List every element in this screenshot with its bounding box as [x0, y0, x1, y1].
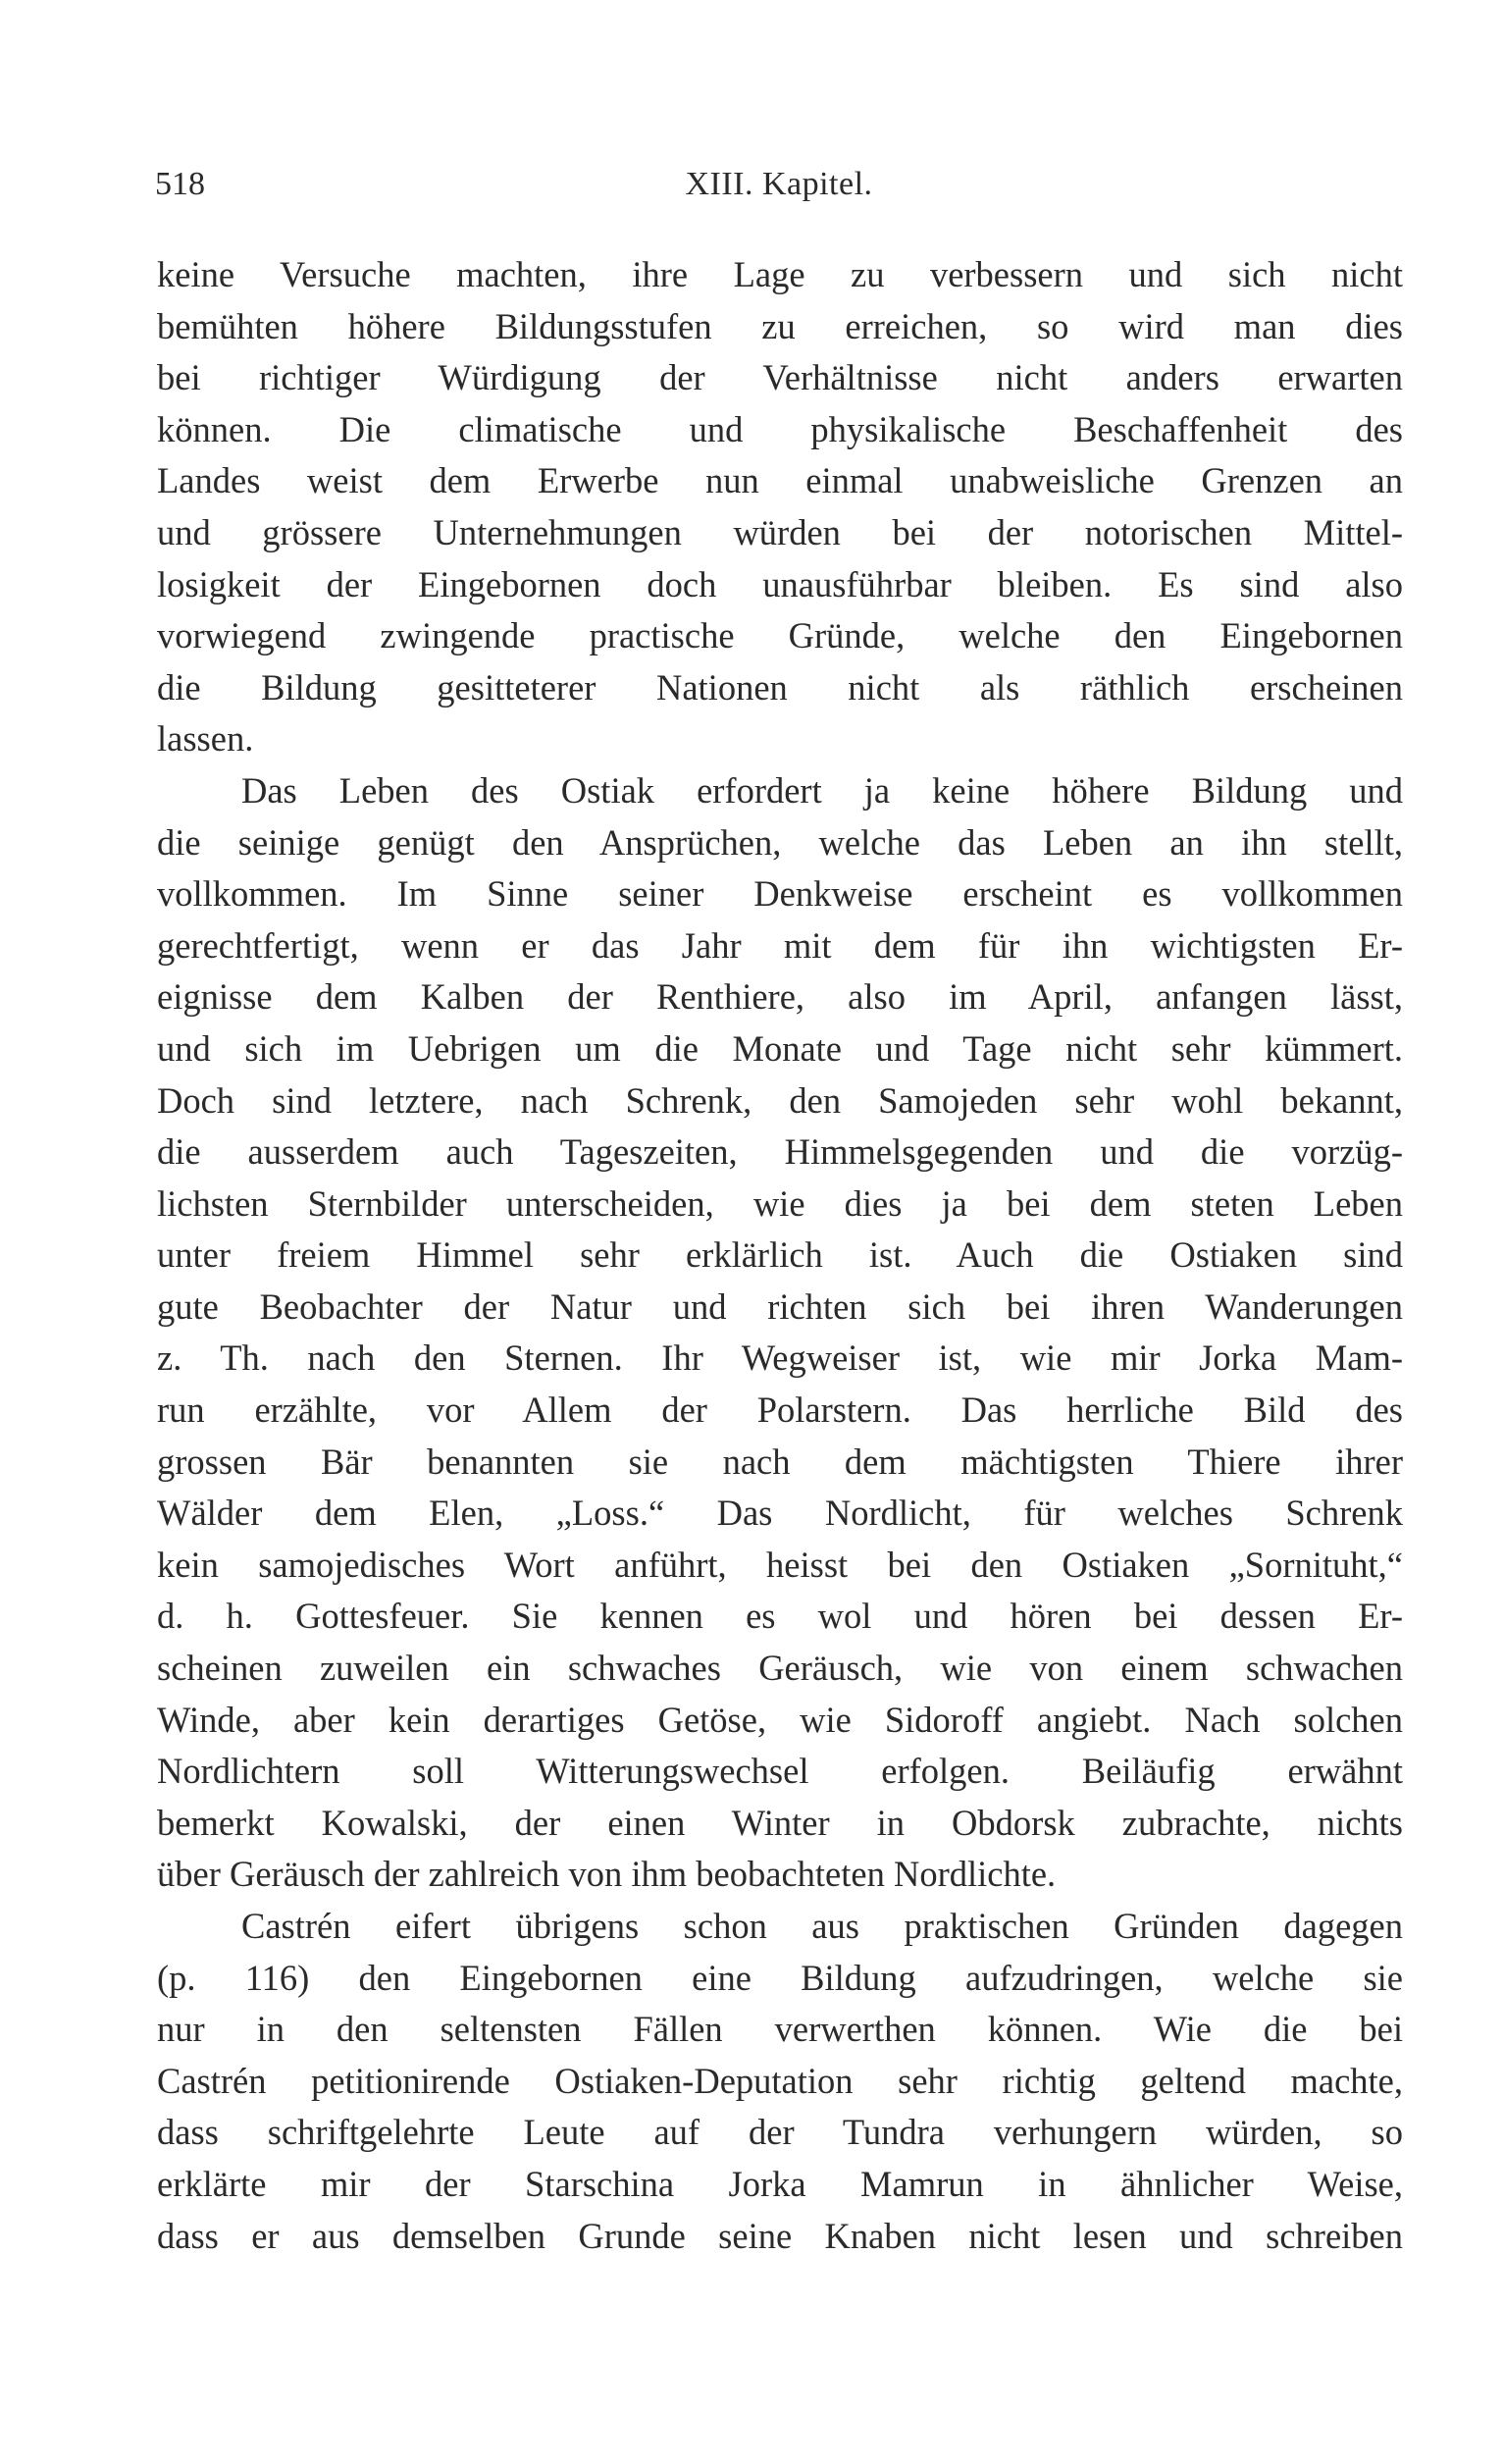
- paragraph-2: [157, 765, 1403, 1901]
- text-line: (p. 116) den Eingebornen eine Bildung aufzudringen, welche sie: [157, 1957, 1403, 1998]
- text-line: die Bildung gesitteterer Nationen nicht als räthlich erscheinen: [157, 666, 1403, 708]
- body-text: [157, 249, 1403, 2262]
- text-line: losigkeit der Eingebornen doch unausführbar bleiben. Es sind also: [157, 563, 1403, 604]
- text-line: z. Th. nach den Sternen. Ihr Wegweiser ist, wie mir Jorka Mam-: [157, 1337, 1403, 1379]
- text-line: eignisse dem Kalben der Renthiere, also im April, anfangen lässt,: [157, 976, 1403, 1018]
- text-line: scheinen zuweilen ein schwaches Geräusch, wie von einem schwachen: [157, 1648, 1403, 1689]
- text-line: Wälder dem Elen, „Loss.“ Das Nordlicht, für welches Schrenk: [157, 1493, 1403, 1534]
- text-line: und sich im Uebrigen um die Monate und Tage nicht sehr kümmert.: [157, 1027, 1403, 1069]
- paragraph-3: [157, 1901, 1403, 2262]
- text-line: Landes weist dem Erwerbe nun einmal unabweisliche Grenzen an: [157, 460, 1403, 501]
- text-line: vorwiegend zwingende practische Gründe, welche den Eingebornen: [157, 615, 1403, 656]
- text-line: gerechtfertigt, wenn er das Jahr mit dem für ihn wichtigsten Er-: [157, 924, 1403, 966]
- text-line: nur in den seltensten Fällen verwerthen können. Wie die bei: [157, 2009, 1403, 2050]
- text-line: können. Die climatische und physikalische Beschaffenheit des: [157, 408, 1403, 449]
- text-line: grossen Bär benannten sie nach dem mächtigsten Thiere ihrer: [157, 1441, 1403, 1482]
- chapter-title: XIII. Kapitel.: [685, 166, 873, 202]
- text-line: erklärte mir der Starschina Jorka Mamrun in ähnlicher Weise,: [157, 2163, 1403, 2204]
- text-line: bei richtiger Würdigung der Verhältnisse nicht anders erwarten: [157, 357, 1403, 398]
- text-line: keine Versuche machten, ihre Lage zu verbessern und sich nicht: [157, 254, 1403, 294]
- text-line: vollkommen. Im Sinne seiner Denkweise erscheint es vollkommen: [157, 873, 1403, 915]
- text-line: lassen.: [157, 718, 254, 760]
- text-line: gute Beobachter der Natur und richten sich bei ihren Wanderungen: [157, 1285, 1403, 1327]
- text-line: Castrén petitionirende Ostiaken-Deputation sehr richtig geltend machte,: [157, 2060, 1403, 2101]
- text-line: d. h. Gottesfeuer. Sie kennen es wol und hören bei dessen Er-: [157, 1596, 1403, 1637]
- text-line: bemerkt Kowalski, der einen Winter in Obdorsk zubrachte, nichts: [157, 1802, 1403, 1843]
- text-line: bemühten höhere Bildungsstufen zu erreichen, so wird man dies: [157, 305, 1403, 346]
- text-line: die seinige genügt den Ansprüchen, welche das Leben an ihn stellt,: [157, 821, 1403, 863]
- text-line: Das Leben des Ostiak erfordert ja keine höhere Bildung und: [241, 769, 1403, 811]
- text-line: die ausserdem auch Tageszeiten, Himmelsgegenden und die vorzüg-: [157, 1131, 1403, 1173]
- text-line: kein samojedisches Wort anführt, heisst bei den Ostiaken „Sornituht,“: [157, 1544, 1403, 1585]
- text-line: über Geräusch der zahlreich von ihm beobachteten Nordlichte.: [157, 1854, 1057, 1895]
- text-line: Doch sind letztere, nach Schrenk, den Samojeden sehr wohl bekannt,: [157, 1079, 1403, 1121]
- text-line: lichsten Sternbilder unterscheiden, wie dies ja bei dem steten Leben: [157, 1182, 1403, 1224]
- running-head: [155, 161, 1403, 208]
- text-line: dass schriftgelehrte Leute auf der Tundra verhungern würden, so: [157, 2112, 1403, 2153]
- text-line: und grössere Unternehmungen würden bei der notorischen Mittel-: [157, 511, 1403, 552]
- text-line: Nordlichtern soll Witterungswechsel erfolgen. Beiläufig erwähnt: [157, 1751, 1403, 1792]
- text-line: Castrén eifert übrigens schon aus praktischen Gründen dagegen: [241, 1906, 1403, 1946]
- text-line: run erzählte, vor Allem der Polarstern. Das herrliche Bild des: [157, 1389, 1403, 1431]
- paragraph-1: [157, 249, 1403, 765]
- text-line: Winde, aber kein derartiges Getöse, wie Sidoroff angiebt. Nach solchen: [157, 1699, 1403, 1740]
- page-number: 518: [155, 166, 205, 202]
- text-line: unter freiem Himmel sehr erklärlich ist. Auch die Ostiaken sind: [157, 1234, 1403, 1276]
- text-line: dass er aus demselben Grunde seine Knaben nicht lesen und schreiben: [157, 2215, 1403, 2256]
